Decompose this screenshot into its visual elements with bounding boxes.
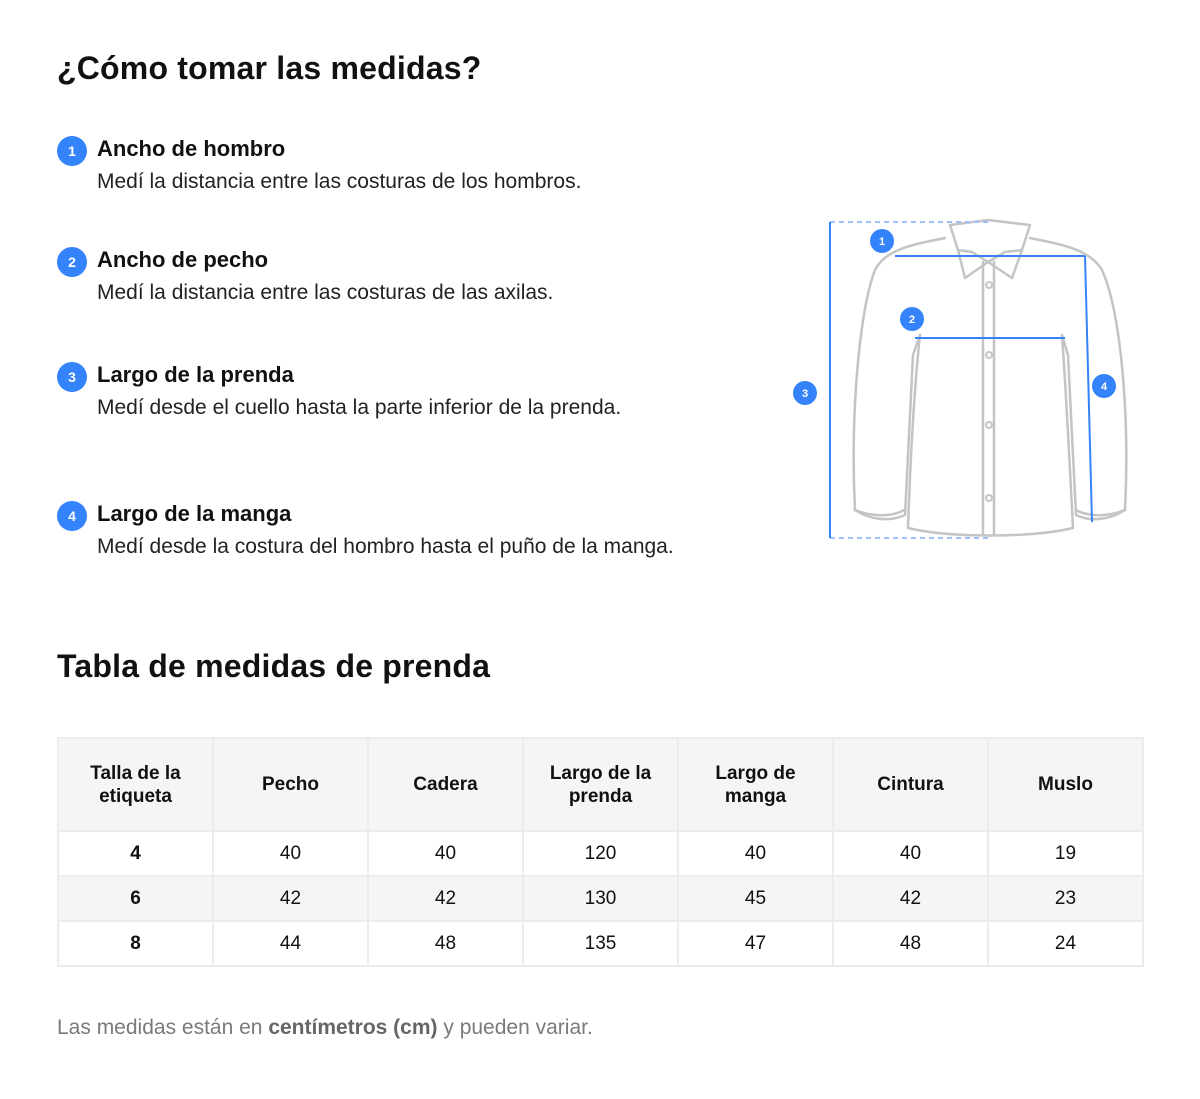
footnote-units: centímetros (cm) — [268, 1016, 438, 1039]
table-cell-size: 4 — [58, 831, 213, 876]
table-cell: 42 — [213, 876, 368, 921]
table-cell: 40 — [833, 831, 988, 876]
column-header: Cadera — [368, 738, 523, 831]
column-header: Cintura — [833, 738, 988, 831]
table-cell: 44 — [213, 921, 368, 966]
step-description: Medí la distancia entre las costuras de los hombros. — [97, 170, 582, 193]
table-cell: 45 — [678, 876, 833, 921]
how-to-measure-title: ¿Cómo tomar las medidas? — [57, 50, 482, 86]
table-cell: 40 — [678, 831, 833, 876]
table-cell: 40 — [368, 831, 523, 876]
column-header: Muslo — [988, 738, 1143, 831]
marker-label: 1 — [878, 236, 886, 248]
table-row — [58, 876, 1143, 921]
step-number-badge: 2 — [57, 247, 87, 277]
step-number-badge: 3 — [57, 362, 87, 392]
table-cell: 47 — [678, 921, 833, 966]
sleeve-length-line — [1085, 256, 1092, 522]
step-title: Largo de la prenda — [97, 362, 294, 387]
step-description: Medí desde el cuello hasta la parte inferior de la prenda. — [97, 396, 622, 419]
marker-1 — [870, 229, 894, 253]
table-cell-size: 6 — [58, 876, 213, 921]
shirt-measurement-diagram — [780, 210, 1150, 550]
table-cell: 24 — [988, 921, 1143, 966]
step-title: Largo de la manga — [97, 501, 292, 526]
table-cell: 42 — [833, 876, 988, 921]
size-table — [57, 737, 1144, 967]
table-cell: 48 — [833, 921, 988, 966]
step-title: Ancho de pecho — [97, 247, 269, 272]
table-cell: 120 — [523, 831, 678, 876]
footnote-text-end: y pueden variar. — [437, 1016, 593, 1039]
step-number-badge: 1 — [57, 136, 87, 166]
table-cell: 19 — [988, 831, 1143, 876]
table-cell: 48 — [368, 921, 523, 966]
step-description: Medí la distancia entre las costuras de las axilas. — [97, 281, 554, 304]
column-header: Talla de la etiqueta — [58, 738, 213, 831]
measurement-lines — [830, 222, 1092, 538]
table-row — [58, 921, 1143, 966]
column-header: Largo de la prenda — [523, 738, 678, 831]
shirt-buttons — [986, 282, 992, 501]
column-header: Largo de manga — [678, 738, 833, 831]
table-cell: 130 — [523, 876, 678, 921]
table-cell: 42 — [368, 876, 523, 921]
table-cell-size: 8 — [58, 921, 213, 966]
step-description: Medí desde la costura del hombro hasta el puño de la manga. — [97, 535, 674, 558]
marker-label: 2 — [908, 314, 916, 326]
footnote-text-start: Las medidas están en — [57, 1016, 269, 1039]
marker-2 — [900, 307, 924, 331]
step-number-badge: 4 — [57, 501, 87, 531]
table-cell: 23 — [988, 876, 1143, 921]
units-footnote — [57, 1016, 593, 1040]
size-table-title: Tabla de medidas de prenda — [57, 648, 491, 684]
marker-3 — [793, 381, 817, 405]
step-title: Ancho de hombro — [97, 136, 286, 161]
table-cell: 40 — [213, 831, 368, 876]
marker-label: 3 — [801, 388, 809, 400]
marker-label: 4 — [1100, 381, 1108, 393]
table-row — [58, 831, 1143, 876]
table-header-row — [58, 738, 1143, 831]
column-header: Pecho — [213, 738, 368, 831]
marker-4 — [1092, 374, 1116, 398]
table-cell: 135 — [523, 921, 678, 966]
